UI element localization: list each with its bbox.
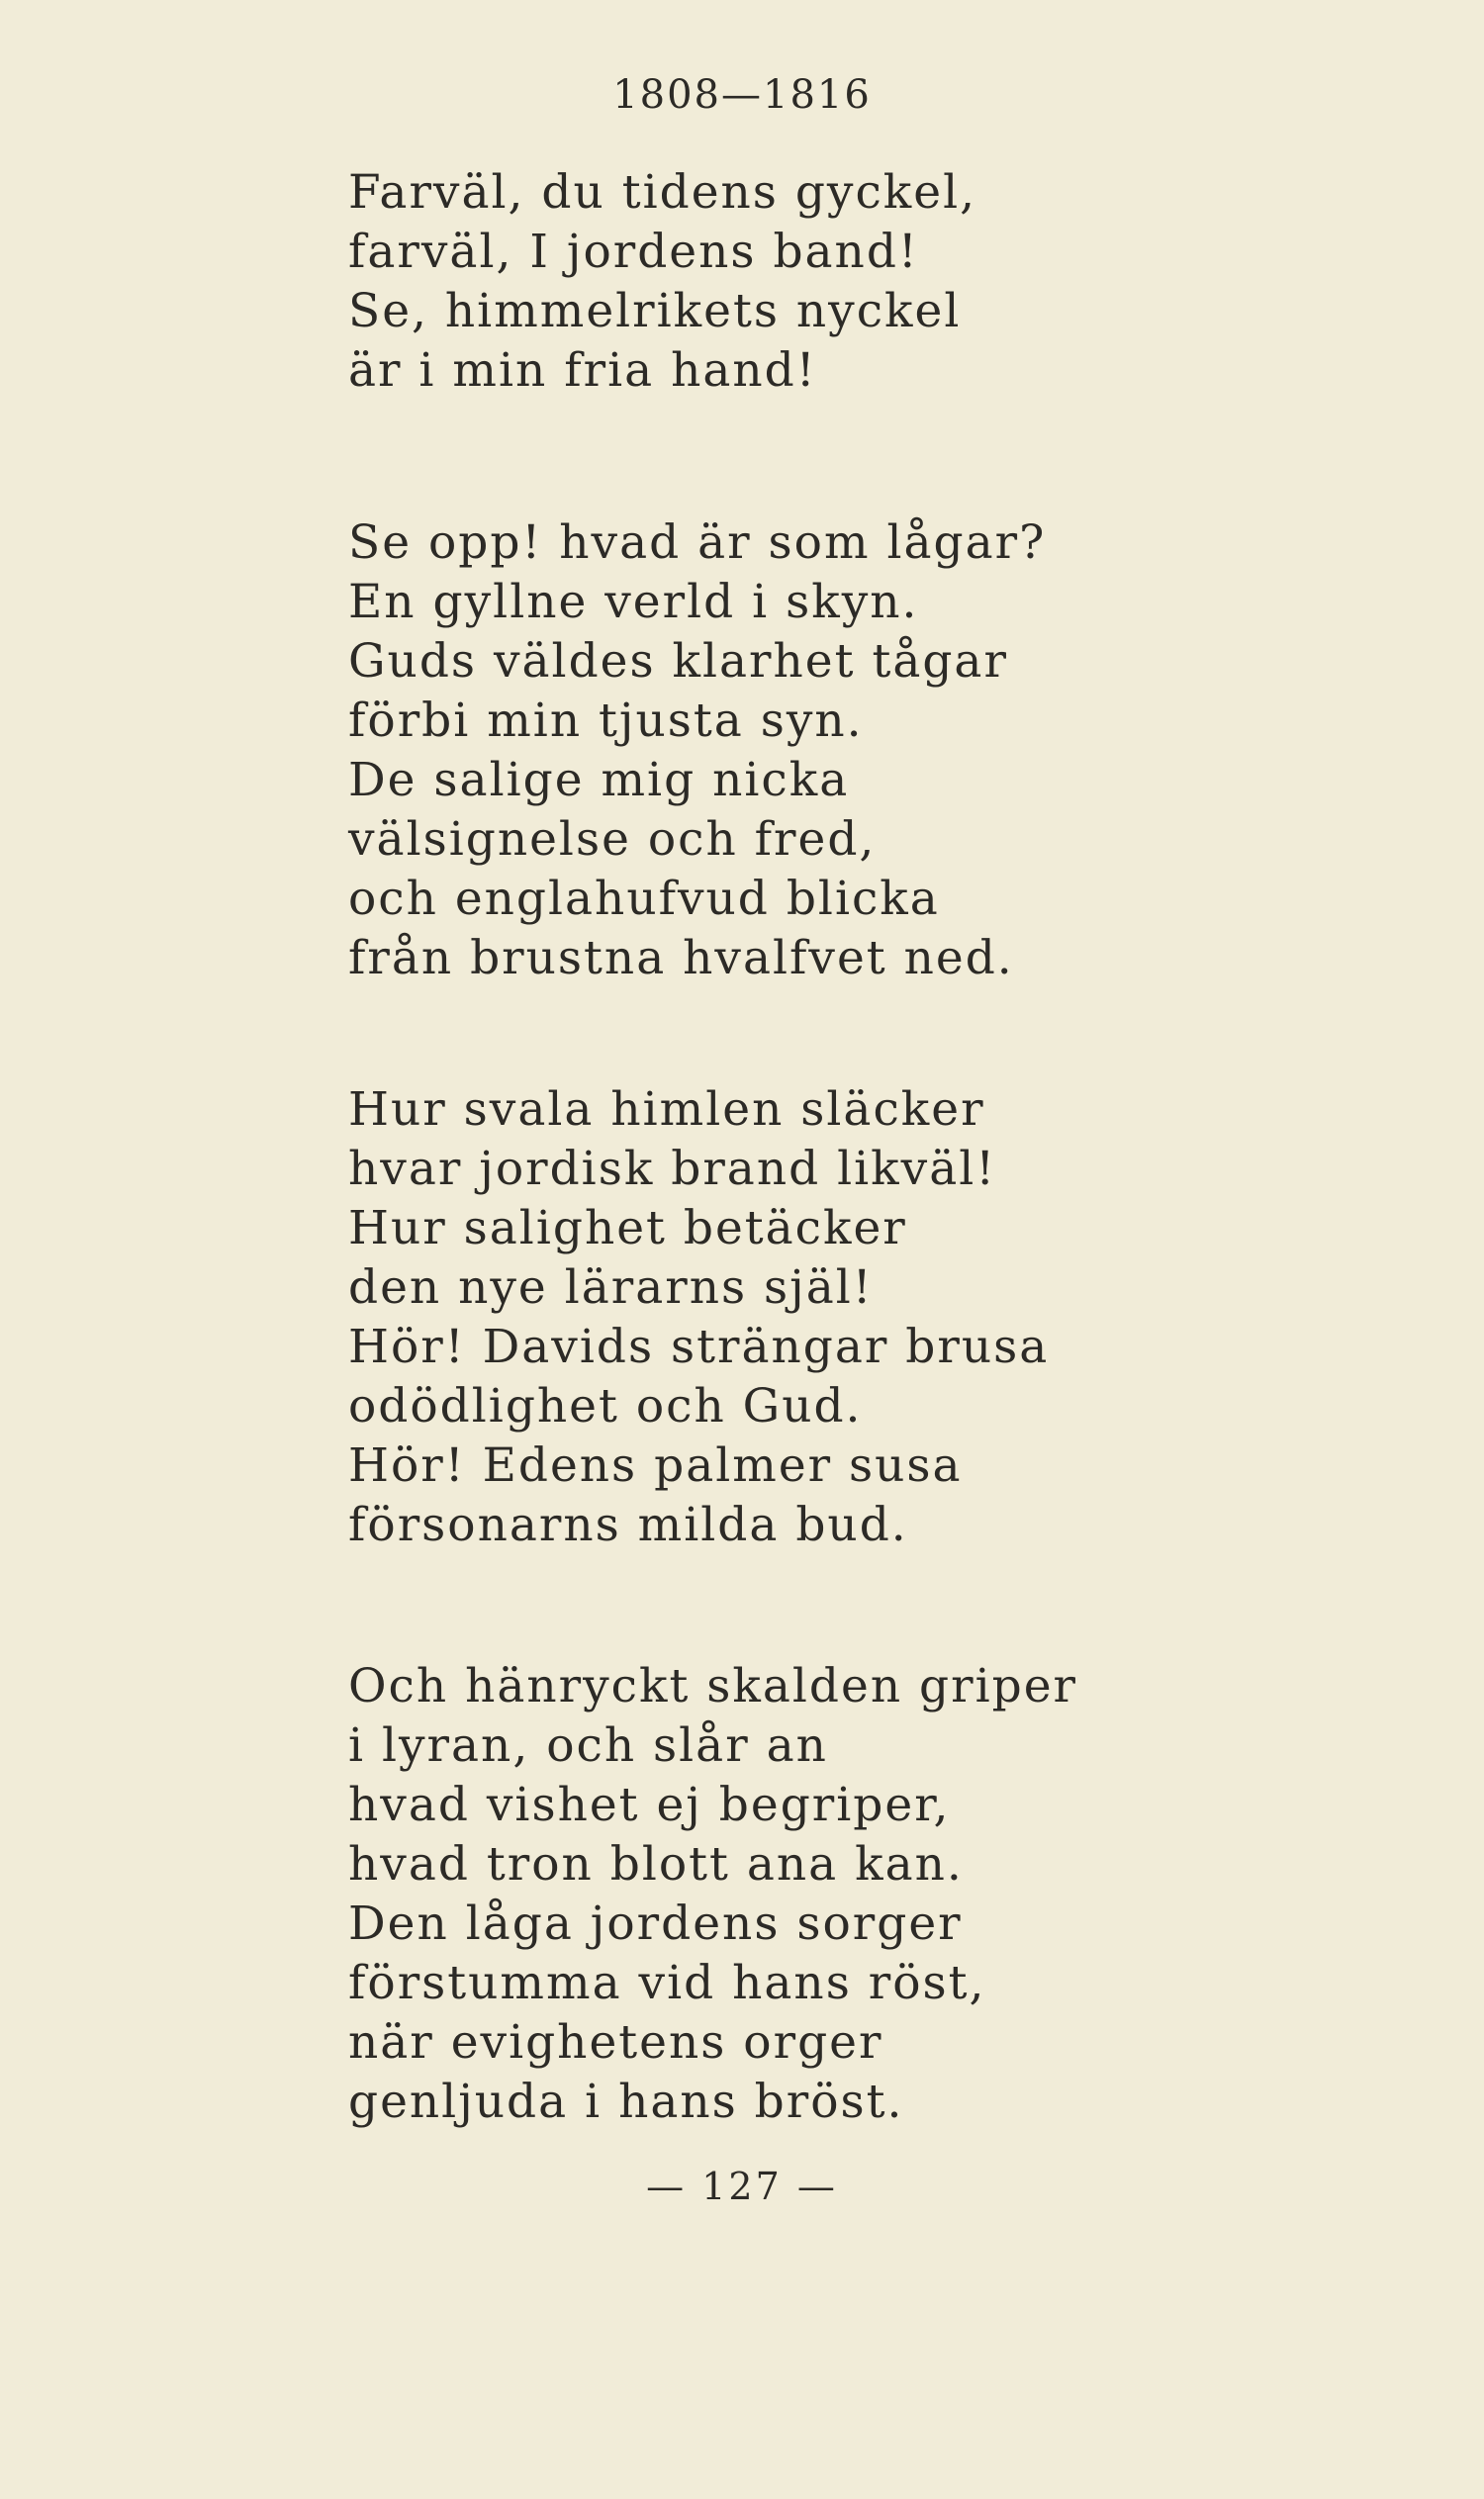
poem-line: hvad tron blott ana kan. (348, 1837, 964, 1892)
stanza-3 (348, 1080, 1049, 1555)
poem-line: De salige mig nicka (348, 753, 850, 807)
poem-line: välsignelse och fred, (348, 812, 877, 867)
poem-line: Den låga jordens sorger (348, 1897, 963, 1951)
running-head: 1808—1816 (612, 72, 872, 118)
poem-line: den nye lärarns själ! (348, 1260, 874, 1315)
poem-line: förstumma vid hans röst, (348, 1956, 986, 2010)
poem-line: Hör! Edens palmer susa (348, 1438, 963, 1493)
poem-line: och englahufvud blicka (348, 872, 940, 926)
stanza-1 (348, 163, 976, 401)
poem-line: förbi min tjusta syn. (348, 694, 864, 748)
poem-line: är i min fria hand! (348, 343, 817, 398)
poem-line: farväl, I jordens band! (348, 225, 919, 279)
poem-line: hvar jordisk brand likväl! (348, 1142, 997, 1196)
poem-line: i lyran, och slår an (348, 1718, 828, 1773)
poem-line: En gyllne verld i skyn. (348, 575, 919, 629)
poem-line: odödlighet och Gud. (348, 1379, 863, 1434)
poem-line: Hur svala himlen släcker (348, 1082, 985, 1137)
poem-line: Hur salighet betäcker (348, 1201, 907, 1255)
poem-line: hvad vishet ej begriper, (348, 1778, 951, 1832)
poem-line: Och hänryckt skalden griper (348, 1659, 1077, 1713)
poem-line: genljuda i hans bröst. (348, 2075, 904, 2129)
poem-line: Guds väldes klarhet tågar (348, 634, 1008, 689)
poem-line: försonarns milda bud. (348, 1498, 908, 1552)
stanza-4 (348, 1657, 1077, 2132)
poem-line: Hör! Davids strängar brusa (348, 1320, 1050, 1374)
poem-line: Farväl, du tidens gyckel, (348, 165, 977, 220)
page-number: — 127 — (646, 2165, 838, 2208)
poem-line: Se opp! hvad är som lågar? (348, 515, 1047, 570)
stanza-2 (348, 513, 1046, 988)
poem-line: när evighetens orger (348, 2015, 883, 2070)
poem-line: Se, himmelrikets nyckel (348, 284, 962, 338)
poem-line: från brustna hvalfvet ned. (348, 931, 1014, 985)
